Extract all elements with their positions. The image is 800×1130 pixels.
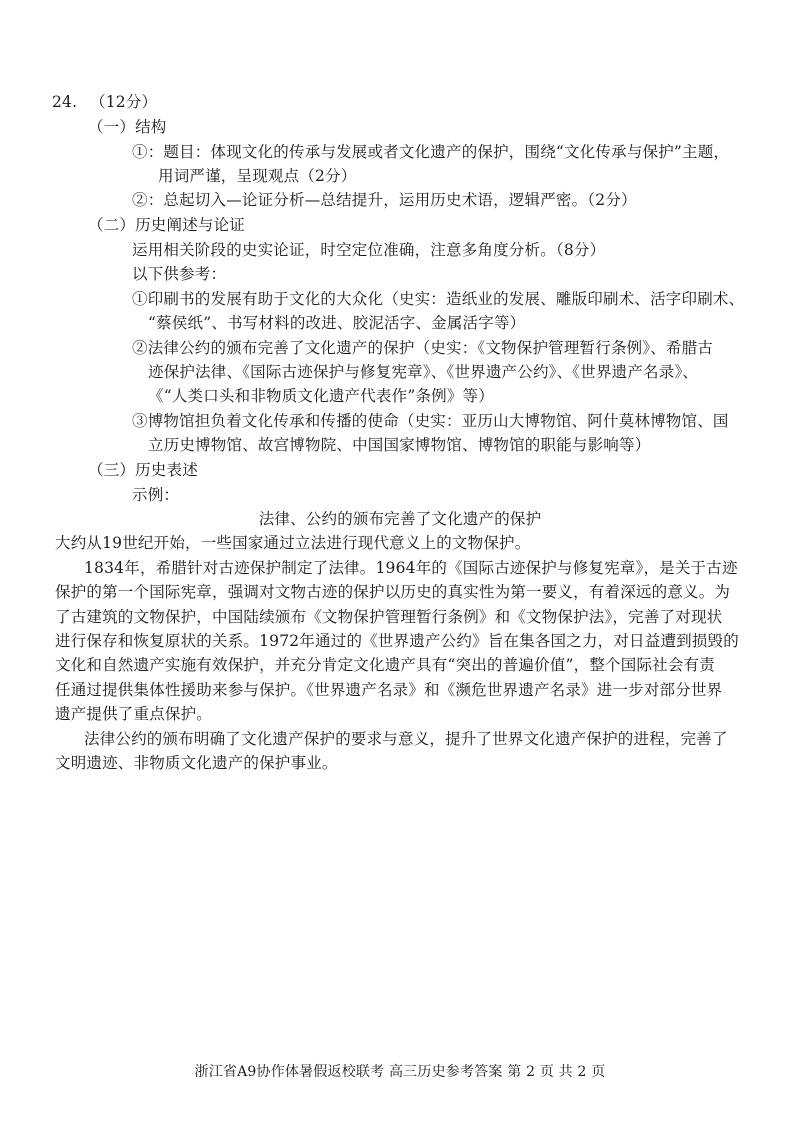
- part2-intro: 运用相关阶段的史实论证，时空定位准确，注意多角度分析。（8分）: [132, 241, 606, 259]
- part2-ref-label: 以下供参考：: [132, 265, 227, 283]
- essay-para2-line1: 1834年，希腊针对古迹保护制定了法律。1964年的《国际古迹保护与修复宪章》，是关于古迹: [84, 559, 738, 577]
- essay-para2-line3: 了古建筑的文物保护，中国陆续颁布《文物保护管理暂行条例》和《文物保护法》，完善了对现状: [55, 608, 723, 626]
- essay-para2-line6: 任通过提供集体性援助来参与保护。《世界遗产名录》和《濒危世界遗产名录》进一步对部分世界: [55, 681, 723, 699]
- part1-item2: ②：总起切入—论证分析—总结提升，运用历史术语，逻辑严密。（2分）: [132, 191, 637, 209]
- part1-item1-line1: ①：题目：体现文化的传承与发展或者文化遗产的保护，围绕“文化传承与保护”主题，: [132, 143, 730, 161]
- essay-title: 法律、公约的颁布完善了文化遗产的保护: [258, 510, 542, 528]
- essay-para2-line7: 遗产提供了重点保护。: [55, 705, 213, 723]
- essay-para2-line5: 文化和自然遗产实施有效保护，并充分肯定文化遗产具有“突出的普遍价值”，整个国际社会有责: [55, 656, 715, 674]
- question-points: （12分）: [90, 93, 158, 111]
- essay-para3-line2: 文明遗迹、非物质文化遗产的保护事业。: [55, 754, 338, 772]
- part1-item1-line2: 用词严谨，呈现观点（2分）: [158, 167, 357, 185]
- part2-heading: （二）历史阐述与论证: [88, 216, 246, 234]
- part3-heading: （三）历史表述: [88, 461, 198, 479]
- part2-point3-line2: 立历史博物馆、故宫博物院、中国国家博物馆、博物馆的职能与影响等）: [148, 436, 651, 454]
- page-footer: 浙江省A9协作体暑假返校联考 高三历史参考答案 第 2 页 共 2 页: [194, 1064, 606, 1080]
- part3-example-label: 示例：: [132, 486, 180, 504]
- essay-para2-line4: 进行保存和恢复原状的关系。1972年通过的《世界遗产公约》旨在集各国之力，对日益遭到损毁的: [55, 632, 739, 650]
- part2-point1-line1: ①印刷书的发展有助于文化的大众化（史实：造纸业的发展、雕版印刷术、活字印刷术、: [132, 290, 745, 308]
- essay-para2-line2: 保护的第一个国际宪章，强调对文物古迹的保护以历史的真实性为第一要义，有着深远的意义。为: [55, 583, 731, 601]
- part2-point2-line2: 迹保护法律、《国际古迹保护与修复宪章》、《世界遗产公约》、《世界遗产名录》、: [148, 363, 699, 381]
- essay-para1: 大约从19世纪开始，一些国家通过立法进行现代意义上的文物保护。: [55, 534, 531, 552]
- part1-heading: （一）结构: [88, 118, 167, 136]
- essay-para3-line1: 法律公约的颁布明确了文化遗产保护的要求与意义，提升了世界文化遗产保护的进程，完善了: [84, 730, 728, 748]
- part2-point2-line1: ②法律公约的颁布完善了文化遗产的保护（史实：《文物保护管理暂行条例》、希腊古: [132, 339, 714, 357]
- part2-point2-line3: 《“人类口头和非物质文化遗产代表作”条例》等）: [148, 387, 494, 405]
- part2-point1-line2: “蔡侯纸”、书写材料的改进、胶泥活字、金属活字等）: [148, 314, 526, 332]
- question-number: 24.: [52, 93, 78, 111]
- part2-point3-line1: ③博物馆担负着文化传承和传播的使命（史实：亚历山大博物馆、阿什莫林博物馆、国: [132, 412, 729, 430]
